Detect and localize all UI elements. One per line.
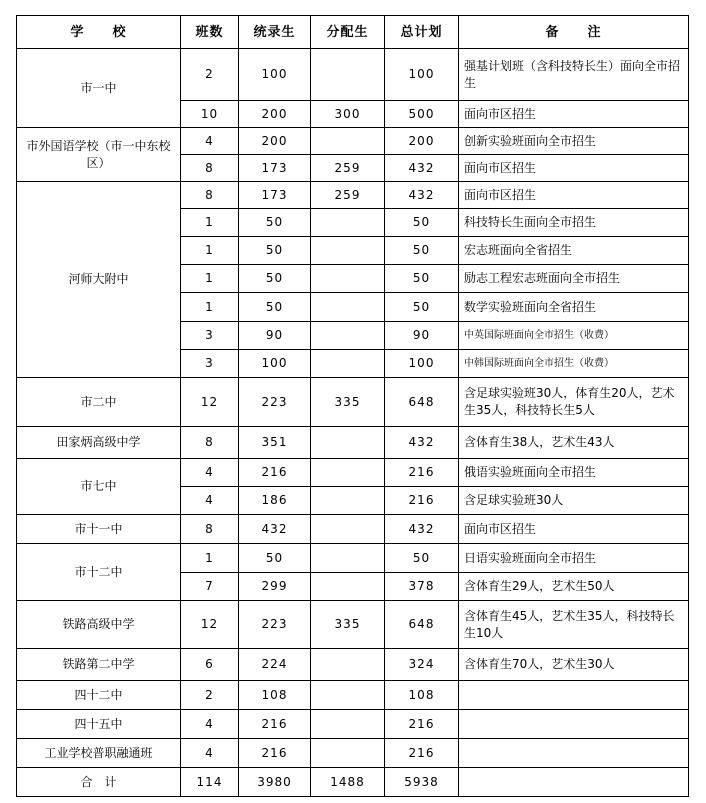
total-plan-cell: 216 bbox=[385, 459, 459, 487]
table-body bbox=[17, 49, 689, 768]
remarks-cell: 含足球实验班30人 bbox=[459, 487, 689, 515]
classes-cell: 2 bbox=[181, 49, 239, 101]
total-plan-cell: 100 bbox=[385, 49, 459, 101]
totals-unified: 3980 bbox=[239, 768, 311, 797]
remarks-cell: 面向市区招生 bbox=[459, 101, 689, 128]
allocated-cell bbox=[311, 293, 385, 322]
remarks-cell: 中英国际班面向全市招生（收费） bbox=[459, 322, 689, 350]
remarks-cell: 日语实验班面向全市招生 bbox=[459, 544, 689, 573]
classes-cell: 8 bbox=[181, 155, 239, 182]
total-plan-cell: 324 bbox=[385, 649, 459, 681]
table-row bbox=[17, 427, 689, 459]
allocated-cell bbox=[311, 573, 385, 601]
allocated-cell bbox=[311, 237, 385, 265]
totals-row bbox=[17, 768, 689, 797]
table-row bbox=[17, 739, 689, 768]
school-name-cell: 市二中 bbox=[17, 378, 181, 427]
remarks-cell: 面向市区招生 bbox=[459, 515, 689, 544]
unified-cell: 50 bbox=[239, 544, 311, 573]
allocated-cell bbox=[311, 649, 385, 681]
remarks-cell: 含体育生38人，艺术生43人 bbox=[459, 427, 689, 459]
allocated-cell bbox=[311, 427, 385, 459]
unified-cell: 200 bbox=[239, 128, 311, 155]
classes-cell: 8 bbox=[181, 515, 239, 544]
header-classes: 班数 bbox=[181, 16, 239, 49]
total-plan-cell: 108 bbox=[385, 681, 459, 710]
school-name-cell: 铁路第二中学 bbox=[17, 649, 181, 681]
table-row bbox=[17, 459, 689, 487]
classes-cell: 7 bbox=[181, 573, 239, 601]
totals-label: 合 计 bbox=[17, 768, 181, 797]
unified-cell: 351 bbox=[239, 427, 311, 459]
remarks-cell bbox=[459, 710, 689, 739]
remarks-cell: 含足球实验班30人，体育生20人，艺术生35人，科技特长生5人 bbox=[459, 378, 689, 427]
header-school: 学 校 bbox=[17, 16, 181, 49]
enrollment-plan-sheet bbox=[16, 15, 689, 797]
total-plan-cell: 50 bbox=[385, 293, 459, 322]
remarks-cell: 宏志班面向全省招生 bbox=[459, 237, 689, 265]
allocated-cell bbox=[311, 681, 385, 710]
school-name-cell: 四十二中 bbox=[17, 681, 181, 710]
total-plan-cell: 200 bbox=[385, 128, 459, 155]
total-plan-cell: 50 bbox=[385, 544, 459, 573]
allocated-cell bbox=[311, 49, 385, 101]
allocated-cell bbox=[311, 459, 385, 487]
classes-cell: 8 bbox=[181, 182, 239, 209]
unified-cell: 90 bbox=[239, 322, 311, 350]
remarks-cell: 中韩国际班面向全市招生（收费） bbox=[459, 350, 689, 378]
table-row bbox=[17, 128, 689, 155]
school-name-cell: 河师大附中 bbox=[17, 182, 181, 378]
remarks-cell: 励志工程宏志班面向全市招生 bbox=[459, 265, 689, 293]
remarks-cell: 俄语实验班面向全市招生 bbox=[459, 459, 689, 487]
allocated-cell bbox=[311, 739, 385, 768]
unified-cell: 50 bbox=[239, 293, 311, 322]
unified-cell: 186 bbox=[239, 487, 311, 515]
unified-cell: 224 bbox=[239, 649, 311, 681]
header-unified: 统录生 bbox=[239, 16, 311, 49]
school-name-cell: 工业学校普职融通班 bbox=[17, 739, 181, 768]
remarks-cell: 含体育生29人，艺术生50人 bbox=[459, 573, 689, 601]
remarks-cell: 创新实验班面向全市招生 bbox=[459, 128, 689, 155]
classes-cell: 8 bbox=[181, 427, 239, 459]
allocated-cell bbox=[311, 322, 385, 350]
allocated-cell bbox=[311, 710, 385, 739]
classes-cell: 1 bbox=[181, 265, 239, 293]
unified-cell: 100 bbox=[239, 350, 311, 378]
enrollment-table bbox=[16, 15, 689, 797]
unified-cell: 50 bbox=[239, 265, 311, 293]
total-plan-cell: 100 bbox=[385, 350, 459, 378]
table-row bbox=[17, 681, 689, 710]
unified-cell: 173 bbox=[239, 155, 311, 182]
allocated-cell: 259 bbox=[311, 182, 385, 209]
classes-cell: 4 bbox=[181, 487, 239, 515]
total-plan-cell: 648 bbox=[385, 601, 459, 649]
table-row bbox=[17, 601, 689, 649]
classes-cell: 12 bbox=[181, 601, 239, 649]
totals-classes: 114 bbox=[181, 768, 239, 797]
school-name-cell: 市一中 bbox=[17, 49, 181, 128]
unified-cell: 200 bbox=[239, 101, 311, 128]
remarks-cell: 数学实验班面向全省招生 bbox=[459, 293, 689, 322]
total-plan-cell: 90 bbox=[385, 322, 459, 350]
classes-cell: 4 bbox=[181, 459, 239, 487]
table-row bbox=[17, 649, 689, 681]
total-plan-cell: 648 bbox=[385, 378, 459, 427]
allocated-cell bbox=[311, 515, 385, 544]
allocated-cell bbox=[311, 209, 385, 237]
remarks-cell bbox=[459, 739, 689, 768]
classes-cell: 10 bbox=[181, 101, 239, 128]
total-plan-cell: 432 bbox=[385, 182, 459, 209]
unified-cell: 216 bbox=[239, 459, 311, 487]
allocated-cell: 259 bbox=[311, 155, 385, 182]
allocated-cell: 335 bbox=[311, 378, 385, 427]
classes-cell: 3 bbox=[181, 350, 239, 378]
unified-cell: 216 bbox=[239, 710, 311, 739]
classes-cell: 1 bbox=[181, 544, 239, 573]
unified-cell: 299 bbox=[239, 573, 311, 601]
classes-cell: 4 bbox=[181, 739, 239, 768]
remarks-cell: 强基计划班（含科技特长生）面向全市招生 bbox=[459, 49, 689, 101]
remarks-cell bbox=[459, 681, 689, 710]
remarks-cell: 含体育生70人，艺术生30人 bbox=[459, 649, 689, 681]
total-plan-cell: 50 bbox=[385, 265, 459, 293]
unified-cell: 216 bbox=[239, 739, 311, 768]
school-name-cell: 市十二中 bbox=[17, 544, 181, 601]
classes-cell: 12 bbox=[181, 378, 239, 427]
remarks-cell: 面向市区招生 bbox=[459, 182, 689, 209]
unified-cell: 432 bbox=[239, 515, 311, 544]
unified-cell: 223 bbox=[239, 378, 311, 427]
allocated-cell bbox=[311, 350, 385, 378]
table-row bbox=[17, 378, 689, 427]
classes-cell: 4 bbox=[181, 128, 239, 155]
allocated-cell bbox=[311, 128, 385, 155]
total-plan-cell: 216 bbox=[385, 487, 459, 515]
total-plan-cell: 432 bbox=[385, 427, 459, 459]
unified-cell: 100 bbox=[239, 49, 311, 101]
table-row bbox=[17, 710, 689, 739]
total-plan-cell: 432 bbox=[385, 155, 459, 182]
totals-allocated: 1488 bbox=[311, 768, 385, 797]
table-row bbox=[17, 49, 689, 101]
unified-cell: 108 bbox=[239, 681, 311, 710]
table-row bbox=[17, 182, 689, 209]
total-plan-cell: 432 bbox=[385, 515, 459, 544]
totals-total-plan: 5938 bbox=[385, 768, 459, 797]
classes-cell: 1 bbox=[181, 293, 239, 322]
table-row bbox=[17, 544, 689, 573]
unified-cell: 173 bbox=[239, 182, 311, 209]
school-name-cell: 铁路高级中学 bbox=[17, 601, 181, 649]
header-row bbox=[17, 16, 689, 49]
table-row bbox=[17, 515, 689, 544]
total-plan-cell: 378 bbox=[385, 573, 459, 601]
total-plan-cell: 500 bbox=[385, 101, 459, 128]
total-plan-cell: 216 bbox=[385, 710, 459, 739]
header-allocated: 分配生 bbox=[311, 16, 385, 49]
classes-cell: 3 bbox=[181, 322, 239, 350]
allocated-cell bbox=[311, 544, 385, 573]
remarks-cell: 科技特长生面向全市招生 bbox=[459, 209, 689, 237]
unified-cell: 50 bbox=[239, 209, 311, 237]
remarks-cell: 含体育生45人，艺术生35人，科技特长生10人 bbox=[459, 601, 689, 649]
classes-cell: 1 bbox=[181, 237, 239, 265]
school-name-cell: 田家炳高级中学 bbox=[17, 427, 181, 459]
classes-cell: 4 bbox=[181, 710, 239, 739]
school-name-cell: 四十五中 bbox=[17, 710, 181, 739]
classes-cell: 1 bbox=[181, 209, 239, 237]
unified-cell: 50 bbox=[239, 237, 311, 265]
classes-cell: 6 bbox=[181, 649, 239, 681]
allocated-cell: 335 bbox=[311, 601, 385, 649]
unified-cell: 223 bbox=[239, 601, 311, 649]
header-total-plan: 总计划 bbox=[385, 16, 459, 49]
total-plan-cell: 50 bbox=[385, 209, 459, 237]
remarks-cell: 面向市区招生 bbox=[459, 155, 689, 182]
allocated-cell: 300 bbox=[311, 101, 385, 128]
school-name-cell: 市十一中 bbox=[17, 515, 181, 544]
header-remarks: 备 注 bbox=[459, 16, 689, 49]
allocated-cell bbox=[311, 487, 385, 515]
school-name-cell: 市七中 bbox=[17, 459, 181, 515]
total-plan-cell: 50 bbox=[385, 237, 459, 265]
totals-remarks bbox=[459, 768, 689, 797]
total-plan-cell: 216 bbox=[385, 739, 459, 768]
school-name-cell: 市外国语学校（市一中东校区） bbox=[17, 128, 181, 182]
classes-cell: 2 bbox=[181, 681, 239, 710]
allocated-cell bbox=[311, 265, 385, 293]
